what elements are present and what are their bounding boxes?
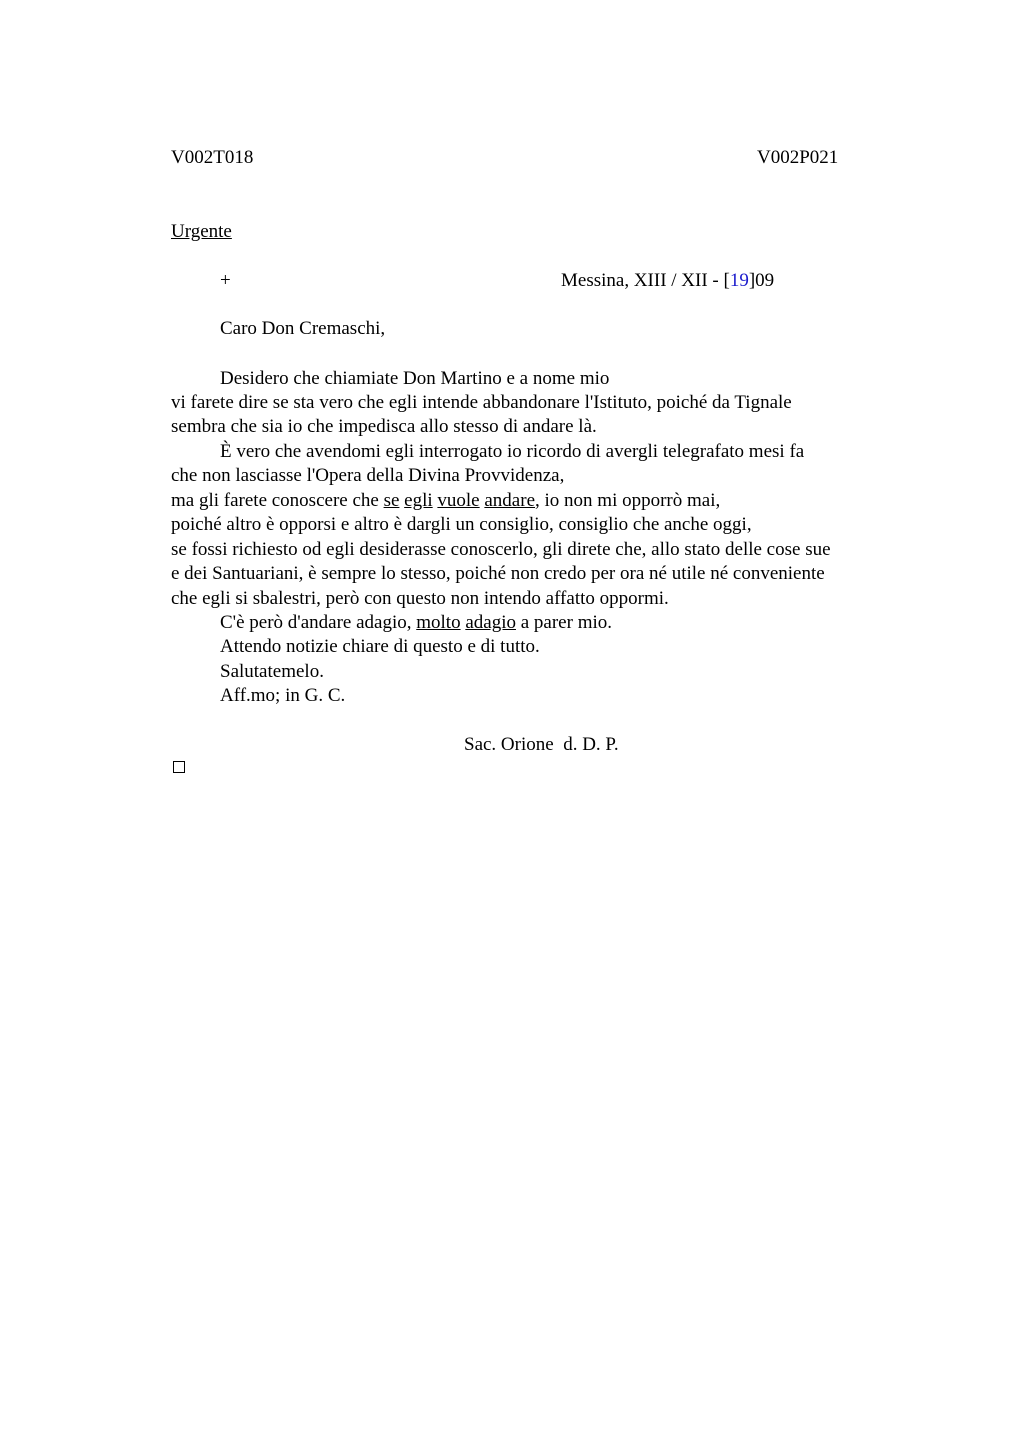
body-line-11 bbox=[220, 611, 612, 635]
underlined-word: adagio bbox=[465, 612, 516, 633]
line6-start: ma gli farete conoscere che bbox=[171, 490, 384, 511]
body-line-1: Desidero che chiamiate Don Martino e a nome mio bbox=[220, 368, 610, 389]
body-line-2: vi farete dire se sta vero che egli intende abbandonare l'Istituto, poiché da Tignale bbox=[171, 392, 792, 413]
checkbox-square-icon bbox=[173, 761, 185, 773]
body-line-12: Attendo notizie chiare di questo e di tutto. bbox=[220, 636, 540, 657]
body-line-14: Aff.mo; in G. C. bbox=[220, 685, 346, 706]
line11-start: C'è però d'andare adagio, bbox=[220, 612, 417, 633]
salutation: Caro Don Cremaschi, bbox=[220, 318, 386, 339]
header-left-code: V002T018 bbox=[171, 147, 254, 168]
body-line-10: che egli si sbalestri, però con questo non intendo affatto oppormi. bbox=[171, 588, 669, 609]
underlined-word: vuole bbox=[437, 490, 480, 511]
body-line-3: sembra che sia io che impedisca allo stesso di andare là. bbox=[171, 416, 597, 437]
line6-end: , io non mi opporrò mai, bbox=[535, 490, 721, 511]
body-line-7: poiché altro è opporsi e altro è dargli un consiglio, consiglio che anche oggi, bbox=[171, 514, 752, 535]
body-line-13: Salutatemelo. bbox=[220, 661, 324, 682]
date-suffix: ]09 bbox=[748, 270, 775, 291]
signature: Sac. Orione d. D. P. bbox=[464, 734, 619, 755]
date-century: 19 bbox=[729, 270, 749, 291]
body-line-5: che non lasciasse l'Opera della Divina Provvidenza, bbox=[171, 465, 565, 486]
body-line-8: se fossi richiesto od egli desiderasse conoscerlo, gli direte che, allo stato delle cose sue bbox=[171, 539, 831, 560]
body-line-6 bbox=[171, 489, 720, 513]
underlined-word: egli bbox=[404, 490, 433, 511]
header-right-code: V002P021 bbox=[757, 147, 839, 168]
line11-end: a parer mio. bbox=[515, 612, 612, 633]
urgent-label: Urgente bbox=[171, 221, 232, 242]
body-line-9: e dei Santuariani, è sempre lo stesso, poiché non credo per ora né utile né conveniente bbox=[171, 563, 825, 584]
underlined-word: molto bbox=[416, 612, 461, 633]
body-line-4: È vero che avendomi egli interrogato io ricordo di avergli telegrafato mesi fa bbox=[220, 441, 805, 462]
underlined-word: se bbox=[383, 490, 400, 511]
cross-mark: + bbox=[220, 270, 231, 291]
date-prefix: Messina, XIII / XII - [ bbox=[561, 270, 730, 291]
letter-date bbox=[561, 269, 774, 293]
underlined-word: andare bbox=[484, 490, 536, 511]
